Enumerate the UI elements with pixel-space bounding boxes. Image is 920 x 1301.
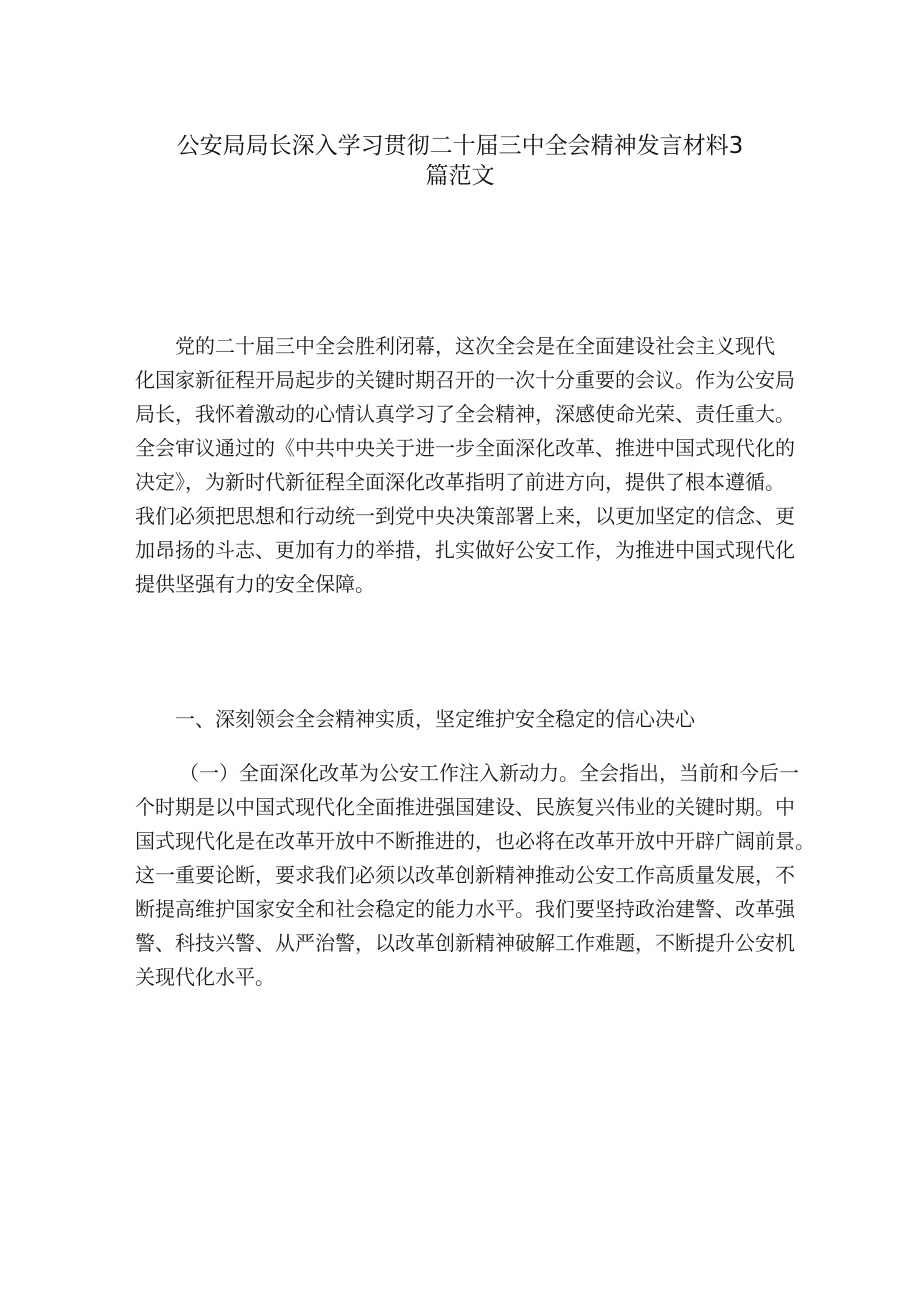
sub-line-1: （一）全面深化改革为公安工作注入新动力。全会指出，当前和今后一: [179, 761, 799, 785]
intro-line-8: 提供坚强有力的安全保障。: [135, 572, 375, 596]
intro-line-5: 决定》，为新时代新征程全面深化改革指明了前进方向，提供了根本遵循。: [135, 470, 785, 494]
intro-line-4: 全会审议通过的《中共中央关于进一步全面深化改革、推进中国式现代化的: [135, 436, 795, 460]
intro-line-6: 我们必须把思想和行动统一到党中央决策部署上来，以更加坚定的信念、更: [135, 504, 795, 528]
subsection-paragraph: [135, 759, 815, 999]
sub-line-4: 这一重要论断，要求我们必须以改革创新精神推动公安工作高质量发展，不: [135, 863, 795, 887]
sub-line-6: 警、科技兴警、从严治警，以改革创新精神破解工作难题，不断提升公安机: [135, 931, 795, 955]
document-title-line-2: 篇范文: [425, 163, 495, 189]
intro-line-7: 加昂扬的斗志、更加有力的举措，扎实做好公安工作，为推进中国式现代化: [135, 538, 795, 562]
sub-line-5: 断提高维护国家安全和社会稳定的能力水平。我们要坚持政治建警、改革强: [135, 897, 795, 921]
section-heading: 一、深刻领会全会精神实质，坚定维护安全稳定的信心决心: [175, 707, 695, 731]
document-title-line-1: 公安局局长深入学习贯彻二十届三中全会精神发言材料3: [176, 133, 744, 159]
intro-paragraph: [135, 332, 795, 596]
sub-line-2: 个时期是以中国式现代化全面推进强国建设、民族复兴伟业的关键时期。中: [135, 795, 795, 819]
sub-line-7: 关现代化水平。: [135, 965, 275, 989]
sub-line-3: 国式现代化是在改革开放中不断推进的，也必将在改革开放中开辟广阔前景。: [135, 829, 815, 853]
intro-line-1: 党的二十届三中全会胜利闭幕，这次全会是在全面建设社会主义现代: [175, 334, 775, 358]
intro-line-2: 化国家新征程开局起步的关键时期召开的一次十分重要的会议。作为公安局: [135, 368, 795, 392]
intro-line-3: 局长，我怀着激动的心情认真学习了全会精神，深感使命光荣、责任重大。: [135, 402, 795, 426]
section-heading-block: [135, 705, 795, 735]
